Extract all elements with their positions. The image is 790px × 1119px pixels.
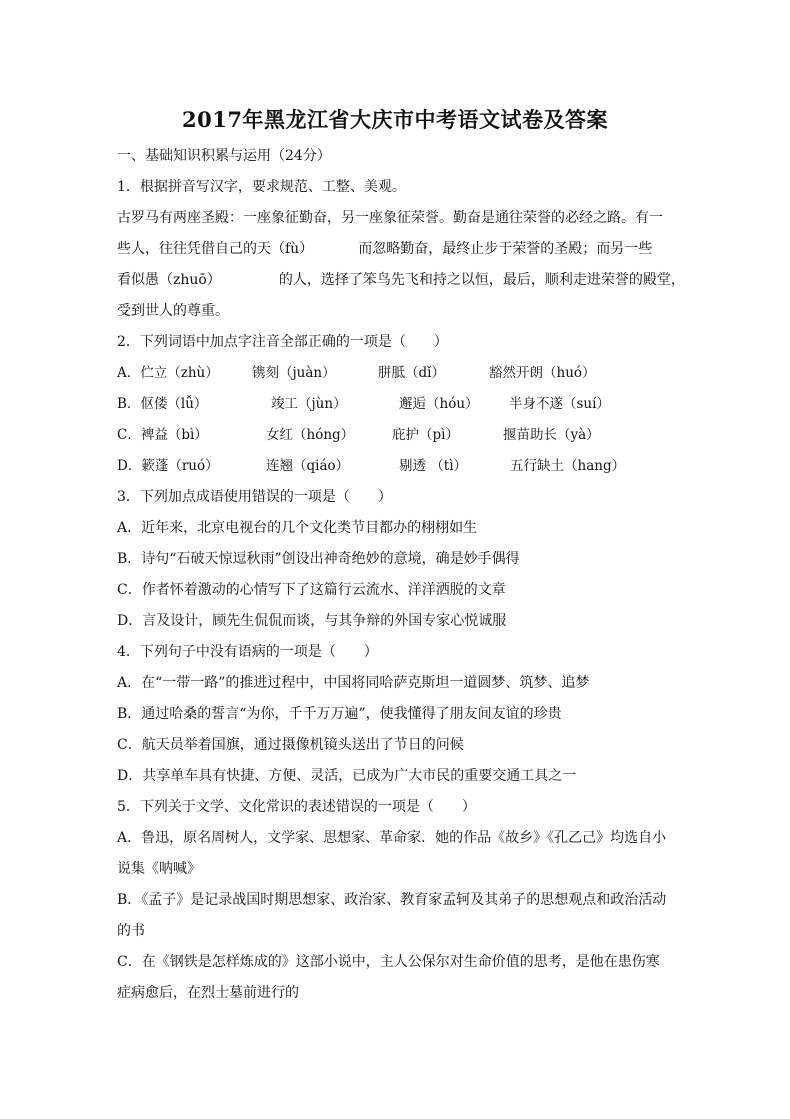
- option-item: D．簌蓬（ruó）: [117, 458, 219, 474]
- q5-option-a-cont: 说集《呐喊》: [117, 861, 201, 877]
- option-item: 胼胝（dǐ）: [378, 365, 445, 381]
- q4-option-c[interactable]: C．航天员举着国旗，通过摄像机镜头送出了节日的问候: [117, 737, 464, 753]
- option-item: 五行缺土（hang）: [510, 458, 626, 474]
- option-item: 女红（hóng）: [266, 427, 355, 443]
- page-title: 2017年黑龙江省大庆市中考语文试卷及答案: [182, 107, 608, 132]
- q1-passage-line: [117, 239, 677, 259]
- q4-stem: 4．下列句子中没有语病的一项是（ ）: [117, 644, 378, 660]
- q1-text: 看似愚（zhuō）: [117, 272, 221, 288]
- q1-passage-line: 古罗马有两座圣殿：一座象征勤奋，另一座象征荣誉。勤奋是通往荣誉的必经之路。有一: [117, 210, 663, 226]
- q1-text: 些人，往往凭借自己的天（fù）: [117, 241, 314, 257]
- q2-option-a[interactable]: [117, 363, 677, 383]
- section-heading: 一、基础知识积累与运用（24分）: [117, 148, 331, 164]
- option-item: 半身不遂（suí）: [509, 396, 610, 412]
- q3-option-a[interactable]: A．近年来，北京电视台的几个文化类节目都办的栩栩如生: [117, 520, 478, 536]
- q3-stem: 3．下列加点成语使用错误的一项是（ ）: [117, 489, 392, 505]
- q1-stem: 1．根据拼音写汉字，要求规范、工整、美观。: [117, 179, 406, 195]
- option-item: B．伛偻（lǚ）: [117, 396, 208, 412]
- q1-passage-line: 受到世人的尊重。: [117, 303, 229, 319]
- q1-passage-line: [117, 270, 685, 290]
- option-item: 竣工（jùn）: [271, 396, 347, 412]
- option-item: 剔透 （tì）: [399, 458, 468, 474]
- q5-option-c[interactable]: C．在《钢铁是怎样炼成的》这部小说中，主人公保尔对生命价值的思考，是他在患伤寒: [117, 954, 660, 970]
- q2-option-b[interactable]: [117, 394, 677, 414]
- q3-option-b[interactable]: B．诗句“石破天惊逗秋雨”创设出神奇绝妙的意境，确是妙手偶得: [117, 551, 520, 567]
- q2-stem: 2．下列词语中加点字注音全部正确的一项是（ ）: [117, 334, 448, 350]
- q4-option-d[interactable]: D．共享单车具有快捷、方便、灵活，已成为广大市民的重要交通工具之一: [117, 768, 577, 784]
- q5-option-a[interactable]: A．鲁迅，原名周树人，文学家、思想家、革命家．她的作品《故乡》《孔乙己》均选自小: [117, 830, 667, 846]
- option-item: 豁然开朗（huó）: [489, 365, 596, 381]
- q5-option-b-cont: 的书: [117, 923, 145, 939]
- q2-option-c[interactable]: [117, 425, 677, 445]
- q2-option-d[interactable]: [117, 456, 677, 476]
- option-item: 镌刻（juàn）: [252, 365, 336, 381]
- option-item: 连翘（qiáo）: [266, 458, 350, 474]
- q1-text: 而忽略勤奋，最终止步于荣誉的圣殿；而另一些: [358, 241, 653, 257]
- q1-text: 的人，选择了笨鸟先飞和持之以恒，最后，顺利走进荣誉的殿堂，: [278, 272, 685, 288]
- option-item: 揠苗助长（yà）: [503, 427, 600, 443]
- option-item: C．裨益（bì）: [117, 427, 208, 443]
- q3-option-c[interactable]: C．作者怀着激动的心情写下了这篇行云流水、洋洋洒脱的文章: [117, 582, 506, 598]
- q4-option-a[interactable]: A．在“一带一路”的推进过程中，中国将同哈萨克斯坦一道圆梦、筑梦、追梦: [117, 675, 590, 691]
- q5-option-b[interactable]: B．《孟子》是记录战国时期思想家、政治家、教育家孟轲及其弟子的思想观点和政治活动: [117, 892, 667, 908]
- q5-option-c-cont: 症病愈后，在烈士墓前进行的: [117, 985, 299, 1001]
- option-item: 庇护（pì）: [392, 427, 459, 443]
- q3-option-d[interactable]: D．言及设计，顾先生侃侃而谈，与其争辩的外国专家心悦诚服: [117, 613, 507, 629]
- option-item: 邂逅（hóu）: [399, 396, 479, 412]
- q4-option-b[interactable]: B．通过哈桑的誓言“为你，千千万万遍”，使我懂得了朋友间友谊的珍贵: [117, 706, 562, 722]
- option-item: A．伫立（zhù）: [117, 365, 219, 381]
- q5-stem: 5．下列关于文学、文化常识的表述错误的一项是（ ）: [117, 799, 476, 815]
